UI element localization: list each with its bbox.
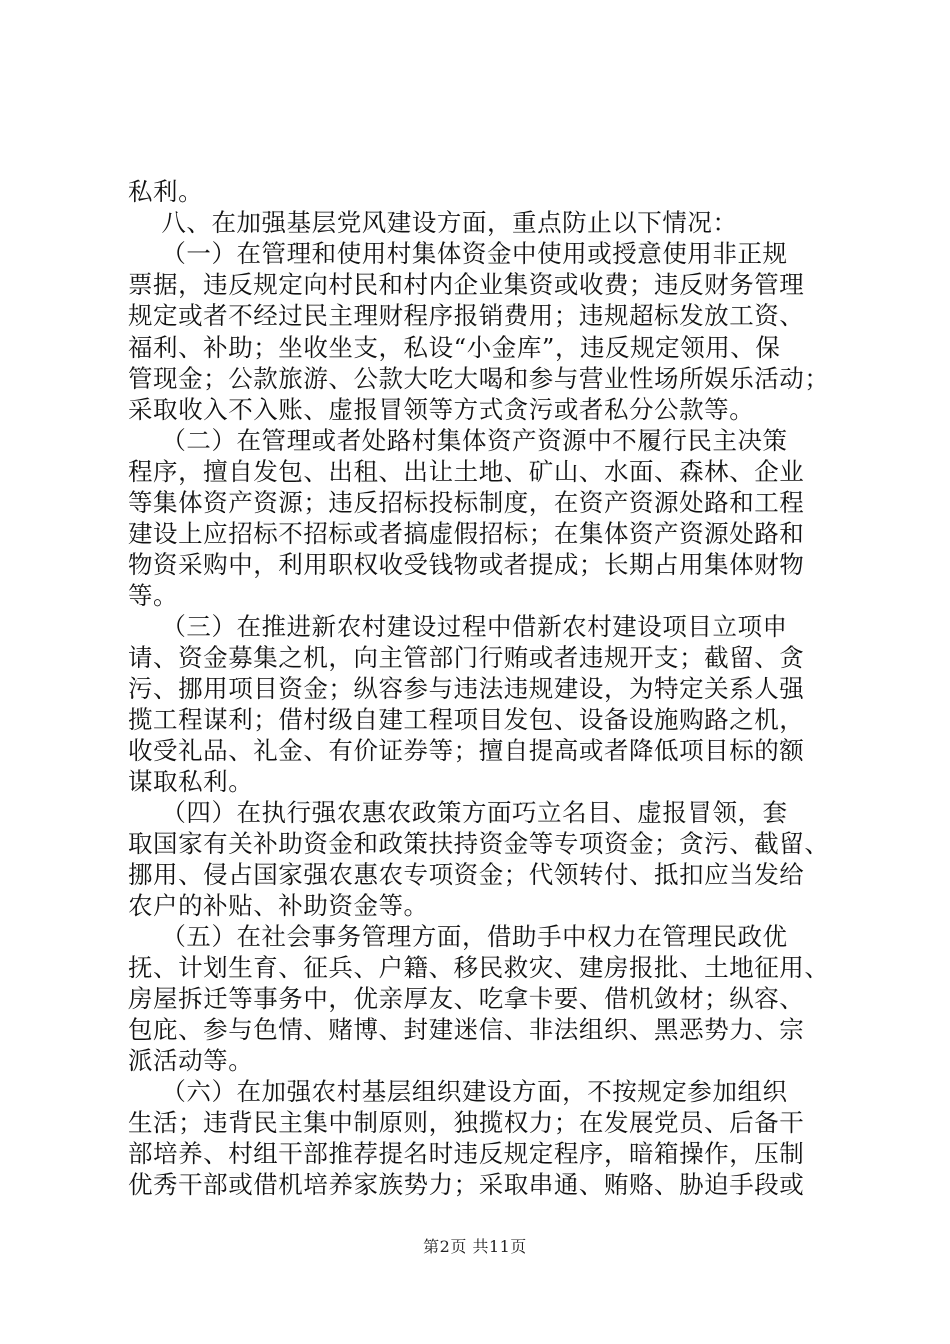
text-line: 派活动等。 (128, 1046, 254, 1075)
text-line: 取国家有关补助资金和政策扶持资金等专项资金；贪污、截留、 (128, 829, 830, 858)
text-line: 谋取私利。 (128, 767, 254, 796)
text-line: （五）在社会事务管理方面，借助手中权力在管理民政优 (128, 922, 788, 951)
text-line: （二）在管理或者处路村集体资产资源中不履行民主决策 (128, 426, 788, 455)
text-line: 建设上应招标不招标或者搞虚假招标；在集体资产资源处路和 (128, 519, 805, 548)
text-line: 采取收入不入账、虚报冒领等方式贪污或者私分公款等。 (128, 395, 755, 424)
text-line: 挪用、侵占国家强农惠农专项资金；代领转付、抵扣应当发给 (128, 860, 805, 889)
text-line: 程序，擅自发包、出租、出让土地、矿山、水面、森林、企业 (128, 457, 805, 486)
text-line: 优秀干部或借机培养家族势力；采取串通、贿赂、胁迫手段或 (128, 1170, 805, 1199)
text-line: 请、资金募集之机，向主管部门行贿或者违规开支；截留、贪 (128, 643, 805, 672)
text-line: 等。 (128, 581, 179, 610)
text-line: 福利、补助；坐收坐支，私设“小金库”，违反规定领用、保 (128, 333, 781, 362)
text-line: 污、挪用项目资金；纵容参与违法违规建设，为特定关系人强 (128, 674, 805, 703)
text-line: 抚、计划生育、征兵、户籍、移民救灾、建房报批、土地征用、 (128, 953, 830, 982)
text-line: 房屋拆迁等事务中，优亲厚友、吃拿卡要、借机敛材；纵容、 (128, 984, 805, 1013)
text-line: 生活；违背民主集中制原则，独揽权力；在发展党员、后备干 (128, 1108, 805, 1137)
text-line: 部培养、村组干部推荐提名时违反规定程序，暗箱操作，压制 (128, 1139, 805, 1168)
text-line: （四）在执行强农惠农政策方面巧立名目、虚报冒领，套 (128, 798, 788, 827)
text-line: 包庇、参与色情、赌博、封建迷信、非法组织、黑恶势力、宗 (128, 1015, 805, 1044)
text-line: 管现金；公款旅游、公款大吃大喝和参与营业性场所娱乐活动； (128, 364, 830, 393)
text-line: 揽工程谋利；借村级自建工程项目发包、设备设施购路之机， (128, 705, 805, 734)
text-line: 等集体资产资源；违反招标投标制度，在资产资源处路和工程 (128, 488, 805, 517)
text-line: 私利。 (128, 177, 204, 206)
text-line: 农户的补贴、补助资金等。 (128, 891, 429, 920)
text-line: （三）在推进新农村建设过程中借新农村建设项目立项申 (128, 612, 788, 641)
text-line: 规定或者不经过民主理财程序报销费用；违规超标发放工资、 (128, 301, 805, 330)
text-line: 收受礼品、礼金、有价证券等；擅自提高或者降低项目标的额 (128, 736, 805, 765)
text-line: 票据，违反规定向村民和村内企业集资或收费；违反财务管理 (128, 270, 805, 299)
text-line: （六）在加强农村基层组织建设方面，不按规定参加组织 (128, 1077, 788, 1106)
text-line: 物资采购中，利用职权收受钱物或者提成；长期占用集体财物 (128, 550, 805, 579)
page-number-footer: 第2页 共11页 (423, 1237, 527, 1256)
section-heading: 八、在加强基层党风建设方面，重点防止以下情况： (128, 208, 738, 237)
text-line: （一）在管理和使用村集体资金中使用或授意使用非正规 (128, 239, 788, 268)
